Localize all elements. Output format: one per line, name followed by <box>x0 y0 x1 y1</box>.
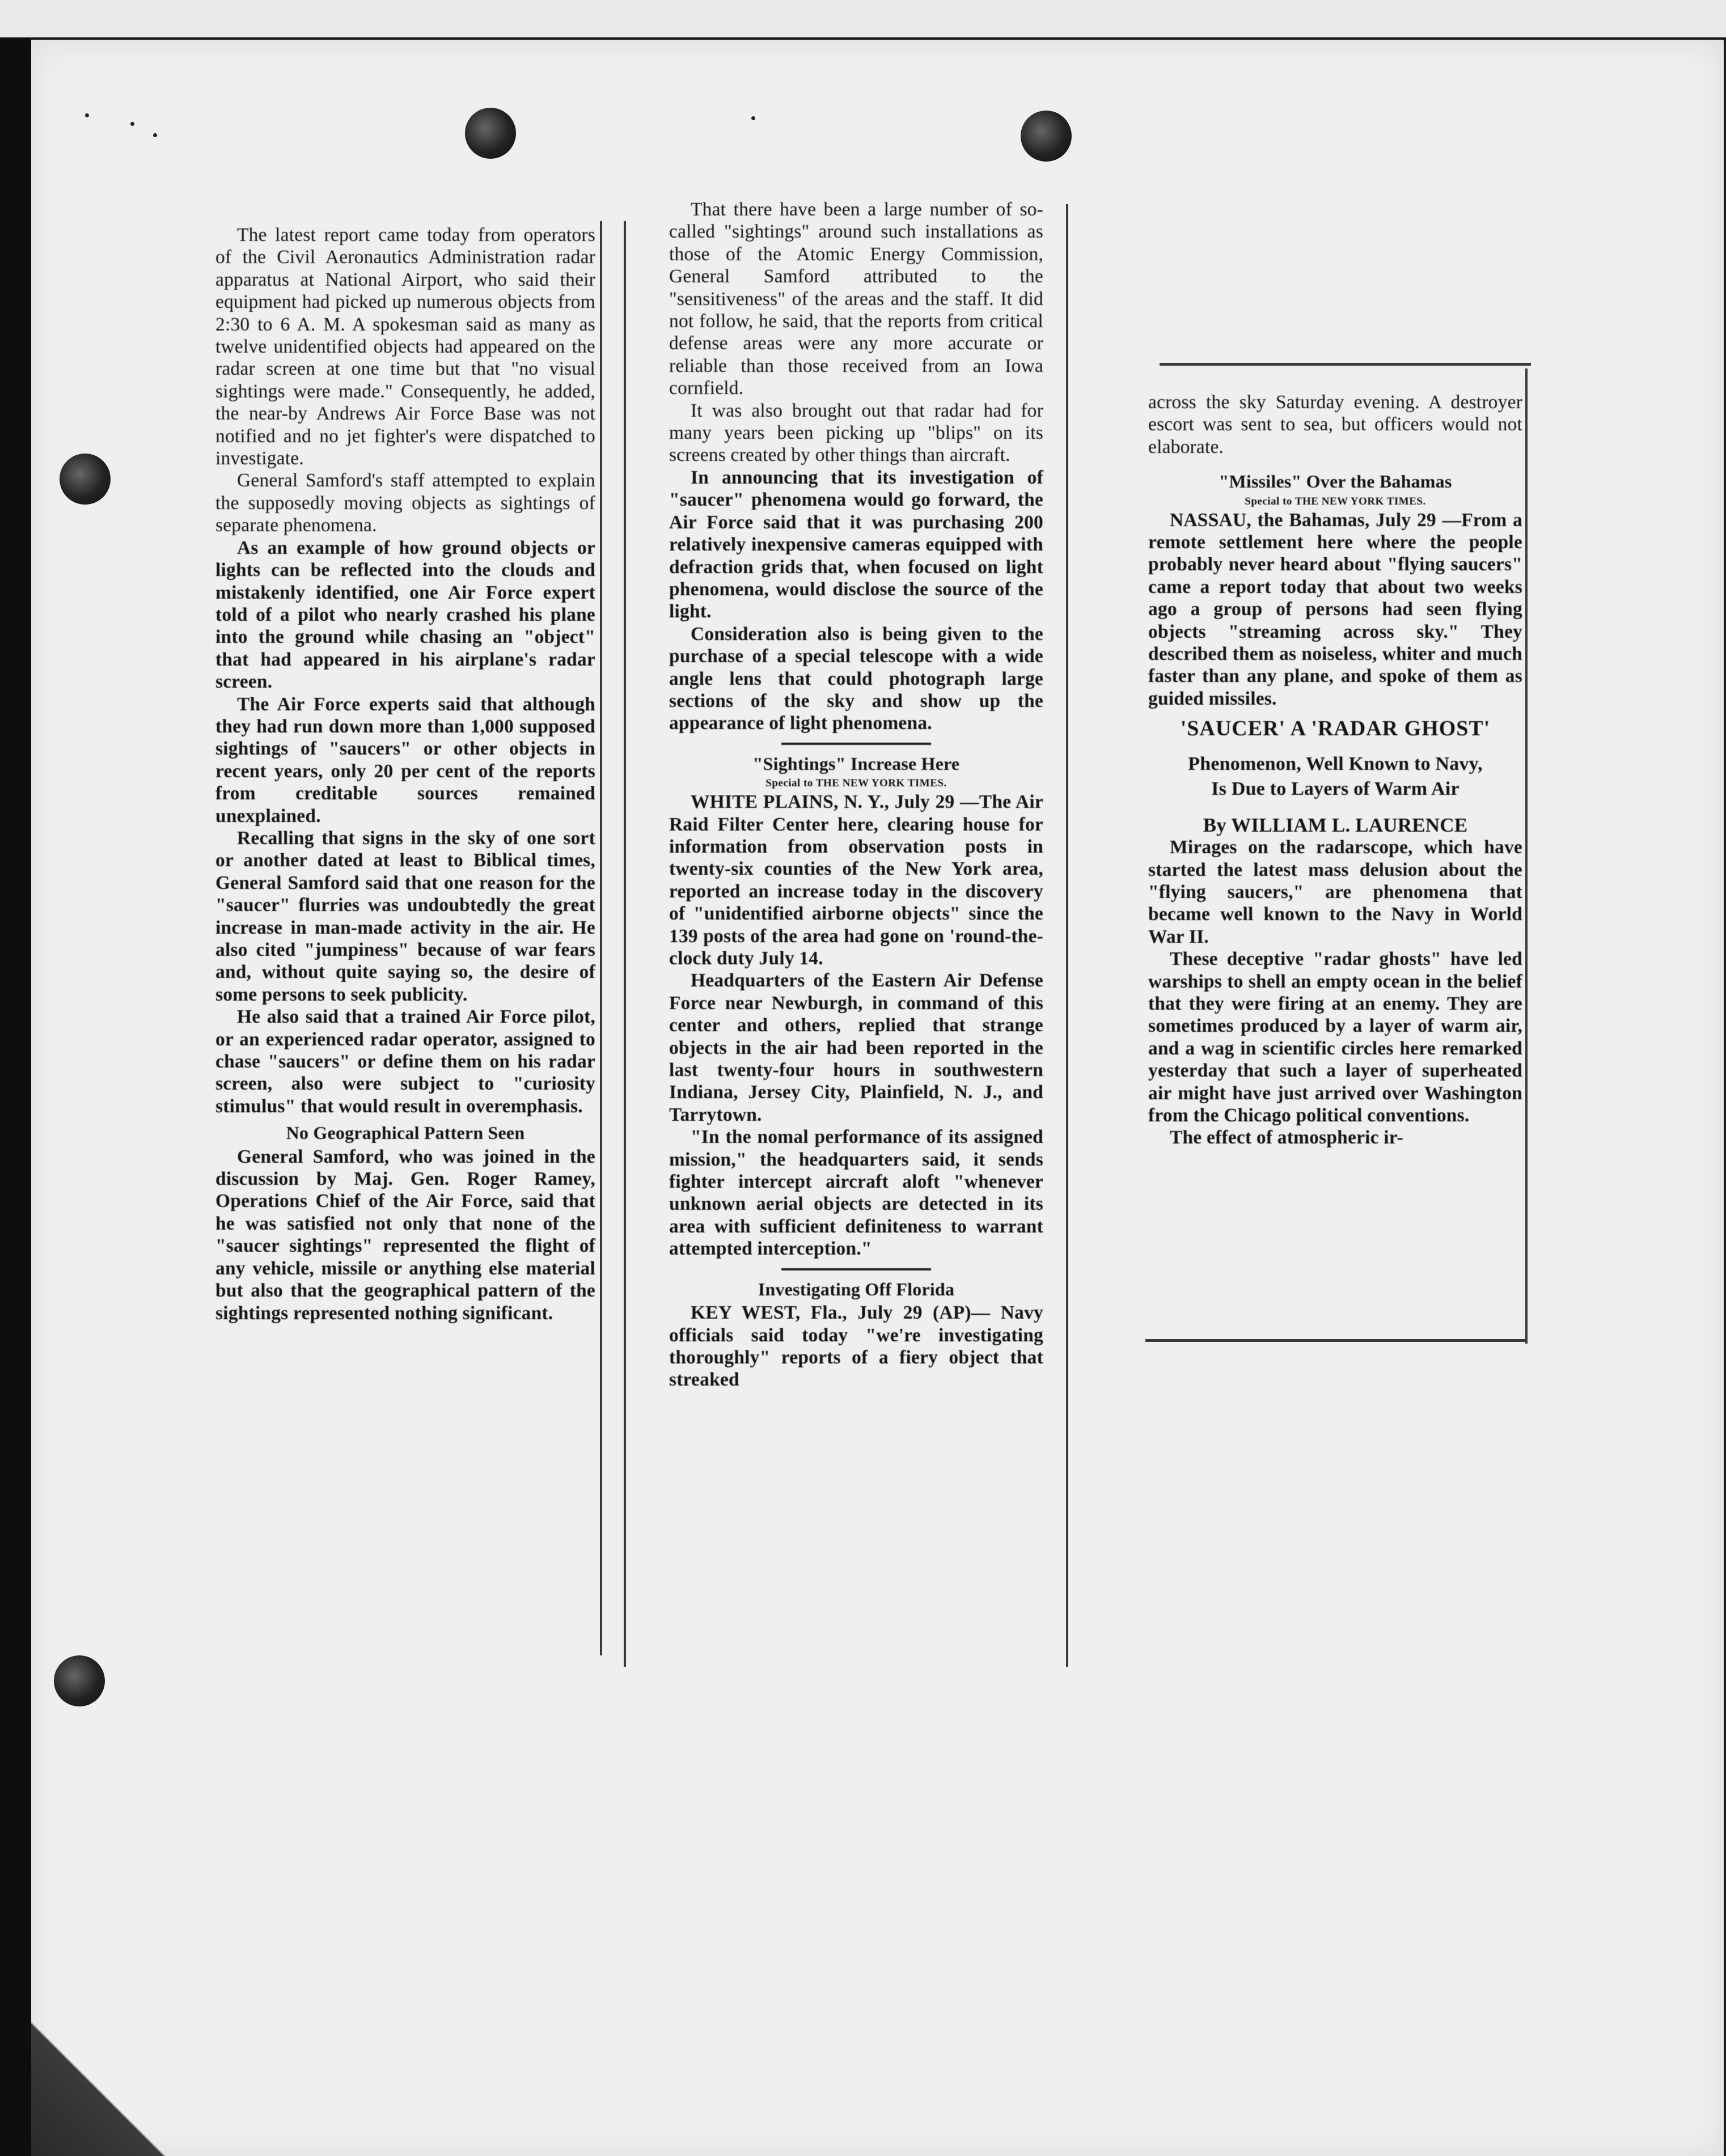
punch-hole-top-right <box>1021 111 1072 162</box>
section-heading: "Missiles" Over the Bahamas <box>1219 471 1452 492</box>
column-rule <box>1066 204 1068 1667</box>
paragraph: "In the nomal performance of its assigned mission," the headquarters said, it sends fighter intercept aircraft aloft "whenever unknown aerial objects are detected in its area with sufficient definiteness to warrant attempted interception." <box>669 1126 1043 1260</box>
punch-hole-top-left <box>465 108 516 159</box>
dust-speck <box>85 113 89 117</box>
clipping-bottom-border <box>1145 1339 1525 1342</box>
headline: 'SAUCER' A 'RADAR GHOST' <box>1180 717 1491 741</box>
punch-hole-left-upper <box>60 454 111 505</box>
punch-hole-left-lower <box>54 1655 105 1706</box>
paragraph: The effect of atmospheric ir- <box>1170 1127 1403 1149</box>
section-heading: Investigating Off Florida <box>758 1278 955 1299</box>
paragraph: General Samford's staff attempted to explain the supposedly moving objects as sightings of separate phenomena. <box>215 470 595 536</box>
paragraph: Recalling that signs in the sky of one sort or another dated at least to Biblical times, General Samford said that one reason for the "saucer" flurries was undoubtedly the great increase in man-made activity in the air. He also cited "jumpiness" because of war fears and, without quite saying so, the desire of some persons to seek publicity. <box>215 827 595 1005</box>
scan-left-border <box>0 40 31 2156</box>
section-heading: No Geographical Pattern Seen <box>286 1123 525 1143</box>
paragraph: In announcing that its investigation of "saucer" phenomena would go forward, the Air Force said that it was purchasing 200 relatively inexpensive cameras equipped with defraction grids that, when focused on light phenomena, would disclose the source of the light. <box>669 467 1043 622</box>
paragraph: He also said that a trained Air Force pilot, or an experienced radar operator, assigned to chase "saucers" or define them on his radar screen, also were subject to "curiosity stimulus" that would result in overemphasis. <box>215 1006 595 1117</box>
dust-speck <box>751 116 755 120</box>
section-heading: "Sightings" Increase Here <box>752 753 960 774</box>
byline: By WILLIAM L. LAURENCE <box>1203 814 1468 836</box>
column-rule <box>600 221 602 1655</box>
paragraph: Consideration also is being given to the purchase of a special telescope with a wide angle lens that could photograph large sections of the sky and show up the appearance of light phenomena. <box>669 623 1043 734</box>
dateline-credit: Special to THE NEW YORK TIMES. <box>1245 495 1426 507</box>
article-column-3 <box>1148 391 1522 1149</box>
article-column-2 <box>669 198 1043 1391</box>
paragraph: The Air Force experts said that although they had run down more than 1,000 supposed sightings of "saucers" or other objects in recent years, only 20 per cent of the reports from creditable sources remained unexplained. <box>215 693 595 827</box>
paragraph: The latest report came today from operators of the Civil Aeronautics Administration radar apparatus at National Airport, who said their equipment had picked up numerous objects from 2:30 to 6 A. M. A spokesman said as many as twelve unidentified objects had appeared on the radar screen at one time but that "no visual sightings were made." Consequently, he added, the near-by Andrews Air Force Base was not notified and no jet fighter's were dispatched to investigate. <box>215 225 595 469</box>
clipping-top-border <box>1160 363 1531 366</box>
dust-speck <box>130 122 134 126</box>
paragraph: It was also brought out that radar had for many years been picking up "blips" on its screens created by other things than aircraft. <box>669 400 1043 466</box>
subheadline: Phenomenon, Well Known to Navy, <box>1188 753 1483 774</box>
article-column-1 <box>215 224 595 1324</box>
paragraph: Headquarters of the Eastern Air Defense Force near Newburgh, in command of this center and others, replied that strange objects in the air had been reported in the last twenty-four hours in southwestern Indiana, Jersey City, Plainfield, N. J., and Tarrytown. <box>669 970 1043 1125</box>
paragraph: As an example of how ground objects or lights can be reflected into the clouds and mistakenly identified, one Air Force expert told of a pilot who nearly crashed his plane into the ground while chasing an "object" that had appeared in his airplane's radar screen. <box>215 537 595 693</box>
folded-corner <box>31 1997 201 2156</box>
subheadline: Is Due to Layers of Warm Air <box>1211 778 1460 799</box>
paragraph: Mirages on the radarscope, which have started the latest mass delusion about the "flying saucers," are phenomena that became well known to the Navy in World War II. <box>1148 837 1522 947</box>
dateline-credit: Special to THE NEW YORK TIMES. <box>765 777 947 790</box>
paragraph: That there have been a large number of so-called "sightings" around such installations as those of the Atomic Energy Commission, General Samford attributed to the "sensitiveness" of the areas and the staff. It did not follow, he said, that the reports from critical defense areas were any more accurate or reliable than those received from an Iowa cornfield. <box>669 199 1043 399</box>
scan-top-margin <box>0 0 1726 40</box>
section-divider <box>781 1268 931 1270</box>
dust-speck <box>153 133 157 137</box>
section-divider <box>781 743 931 745</box>
paragraph: KEY WEST, Fla., July 29 (AP)— Navy officials said today "we're investigating thoroughly" reports of a fiery object that streaked <box>669 1302 1043 1391</box>
paragraph: WHITE PLAINS, N. Y., July 29 —The Air Raid Filter Center here, clearing house for information from observation posts in twenty-six counties of the New York area, reported an increase today in the discovery of "unidentified airborne objects" since the 139 posts of the area had gone on 'round-the-clock duty July 14. <box>669 791 1043 969</box>
paragraph: across the sky Saturday evening. A destroyer escort was sent to sea, but officers would not elaborate. <box>1148 392 1522 458</box>
column-rule <box>624 221 626 1667</box>
paragraph: NASSAU, the Bahamas, July 29 —From a remote settlement here where the people probably never heard about "flying saucers" came a report today that about two weeks ago a group of persons had seen flying objects "streaming across sky." They described them as noiseless, whiter and much faster than any plane, and spoke of them as guided missiles. <box>1148 509 1522 709</box>
column-rule <box>1525 368 1528 1344</box>
paragraph: These deceptive "radar ghosts" have led warships to shell an empty ocean in the belief that they were firing at an enemy. They are sometimes produced by a layer of warm air, and a wag in scientific circles here remarked yesterday that such a layer of superheated air might have just arrived over Washington from the Chicago political conventions. <box>1148 948 1522 1126</box>
paragraph: General Samford, who was joined in the discussion by Maj. Gen. Roger Ramey, Operations Chief of the Air Force, said that he was satisfied not only that none of the "saucer sightings" represented the flight of any vehicle, missile or anything else material but also that the geographical pattern of the sightings represented nothing significant. <box>215 1146 595 1324</box>
